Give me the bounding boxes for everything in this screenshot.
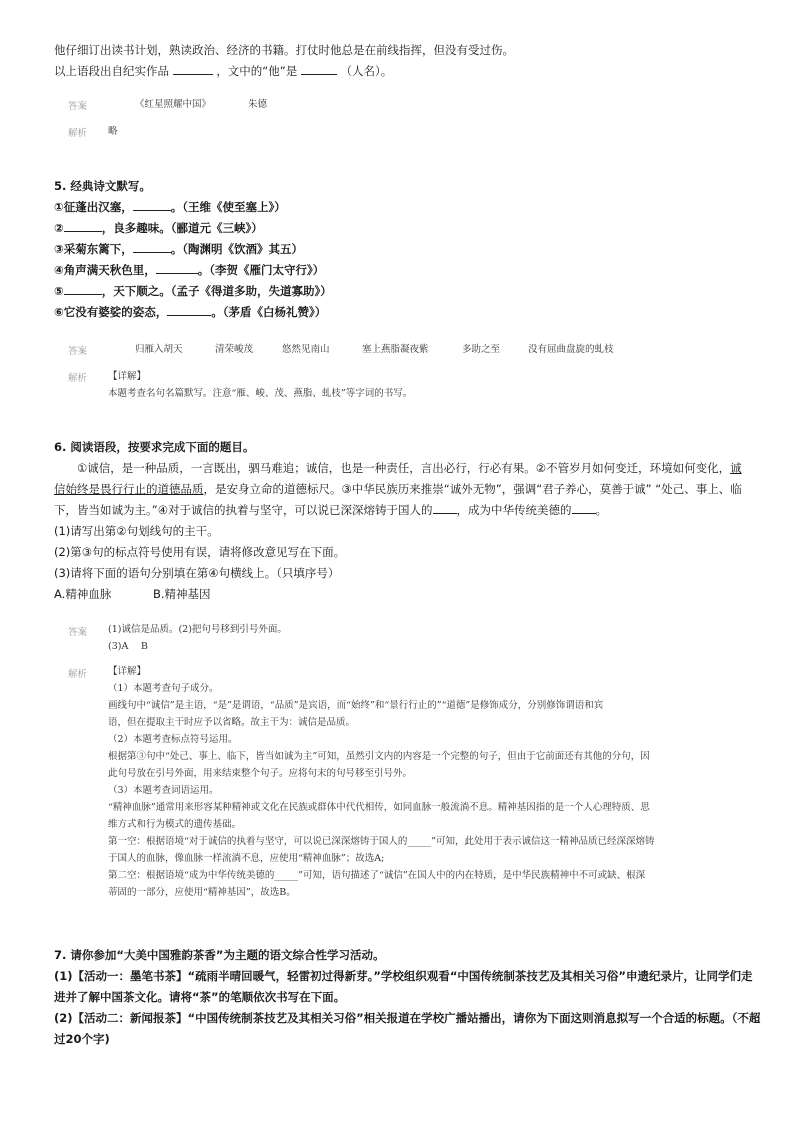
top-line-2-b: ，文中的“他”是 bbox=[216, 64, 298, 78]
q5-text: ⑤ bbox=[54, 284, 64, 298]
answer-label: 答案 bbox=[68, 627, 88, 638]
q6-passage-text: ①诚信，是一种品质，一言既出，驷马难追；诚信，也是一种责任，言出必行，行必有果。②不管岁月如何变迁，环境如何变化， bbox=[77, 461, 731, 475]
analysis-line: 蒂固的一部分，应使用“精神基因”，故选B。 bbox=[108, 887, 296, 898]
q5-answer-6: 没有屈曲盘旋的虬枝 bbox=[528, 344, 614, 355]
analysis-line: 画线句中“诚信”是主语，“是”是谓语，“品质”是宾语，而“始终”和“景行行止的”“道德”是修饰成分，分别修饰谓语和宾 bbox=[108, 700, 604, 711]
q7-part-2-line-2: 过20个字) bbox=[54, 1032, 110, 1046]
q5-line-2 bbox=[54, 218, 263, 239]
analysis-line: 【详解】 bbox=[108, 666, 147, 677]
answer-text: 《红星照耀中国》 bbox=[135, 99, 212, 110]
analysis-text: 本题考查名句名篇默写。注意“雁、峻、茂、燕脂、虬枝”等字词的书写。 bbox=[108, 388, 413, 399]
q5-text: ，天下顺之。（孟子《得道多助，失道寡助》） bbox=[101, 284, 332, 298]
q5-text: ② bbox=[54, 221, 64, 235]
q6-underlined-sentence: 诚信始终是畏行行止的道德品质 bbox=[54, 461, 742, 496]
analysis-text: 略 bbox=[108, 126, 118, 137]
q5-answer-2: 清荣峻茂 bbox=[215, 344, 254, 355]
analysis-line: 于国人的血脉，像血脉一样流淌不息，应使用“精神血脉”；故选A; bbox=[108, 853, 385, 864]
q6-passage-text: 。 bbox=[595, 503, 608, 517]
blank bbox=[156, 261, 198, 274]
top-line-2 bbox=[54, 61, 392, 82]
blank bbox=[133, 198, 171, 211]
analysis-line: （3）本题考查词语运用。 bbox=[108, 785, 219, 796]
q6-answer-2: (3)A B bbox=[108, 641, 148, 652]
question-6-title: 6. 阅读语段，按要求完成下面的题目。 bbox=[54, 440, 255, 454]
q7-part-1-line-1: (1)【活动一：墨笔书茶】“疏雨半晴回暖气，轻雷初过得新芽。”学校组织观看“中国传统制茶技艺及其相关习俗”申遗纪录片，让同学们走 bbox=[54, 969, 753, 983]
q6-passage bbox=[54, 458, 744, 521]
q6-sub-2: (2)第③句的标点符号使用有误，请将修改意见写在下面。 bbox=[54, 545, 346, 559]
q5-text: ，良多趣味。（郦道元《三峡》） bbox=[101, 221, 263, 235]
q5-answer-3: 悠然见南山 bbox=[282, 344, 330, 355]
q6-option-b: B.精神基因 bbox=[153, 587, 211, 601]
blank bbox=[64, 219, 102, 232]
analysis-line: 语，但在提取主干时应予以省略。故主干为：诚信是品质。 bbox=[108, 717, 356, 728]
q5-answer-4: 塞上燕脂凝夜紫 bbox=[362, 344, 429, 355]
q5-text: 。（茅盾《白杨礼赞》） bbox=[211, 305, 327, 319]
analysis-label: 解析 bbox=[68, 373, 88, 384]
answer-label: 答案 bbox=[68, 101, 88, 112]
blank bbox=[133, 240, 171, 253]
top-line-2-c: （人名）。 bbox=[340, 64, 393, 78]
analysis-line: 维方式和行为模式的遗传基础。 bbox=[108, 819, 242, 830]
q6-passage-text: ，成为中华传统美德的 bbox=[456, 503, 572, 517]
question-7-title: 7. 请你参加“大美中国雅韵茶香”为主题的语文综合性学习活动。 bbox=[54, 948, 385, 962]
analysis-line: 此句号放在引号外面，用来结束整个句子。应将句末的句号移至引号外。 bbox=[108, 768, 413, 779]
q5-text: ①征蓬出汉塞， bbox=[54, 200, 133, 214]
answer-label: 答案 bbox=[68, 346, 88, 357]
analysis-line: 根据第③句中“处己、事上、临下，皆当如诚为主”可知，虽然引文内的内容是一个完整的句子，但由于它前面还有其他的分句，因 bbox=[108, 751, 650, 762]
analysis-line: （2）本题考查标点符号运用。 bbox=[108, 734, 238, 745]
analysis-line: “精神血脉”通常用来形容某种精神或文化在民族或群体中代代相传，如同血脉一般流淌不息。精神基因指的是一个人心理特质、思 bbox=[108, 802, 650, 813]
q7-part-2-line-1: (2)【活动二：新闻报茶】“中国传统制茶技艺及其相关习俗”相关报道在学校广播站播出，请你为下面这则消息拟写一个合适的标题。（不超 bbox=[54, 1011, 761, 1025]
analysis-text: 【详解】 bbox=[108, 371, 147, 382]
answer-text: 朱德 bbox=[248, 99, 268, 110]
q5-text: 。（王维《使至塞上》） bbox=[170, 200, 286, 214]
q5-text: 。（陶渊明《饮酒》其五） bbox=[170, 242, 303, 256]
q6-answer-1: (1)诚信是品质。(2)把句号移到引号外面。 bbox=[108, 624, 287, 635]
q5-line-3 bbox=[54, 239, 303, 260]
blank bbox=[167, 303, 211, 316]
analysis-line: 第二空：根据语境“成为中华传统美德的_____”可知，语句描述了“诚信”在国人中的内在特质，是中华民族精神中不可或缺、根深 bbox=[108, 870, 646, 881]
q5-answer-5: 多助之至 bbox=[462, 344, 501, 355]
blank bbox=[64, 282, 102, 295]
blank bbox=[301, 62, 337, 75]
q6-sub-1: (1)请写出第②句划线句的主干。 bbox=[54, 524, 219, 538]
q5-line-6 bbox=[54, 302, 326, 323]
q7-part-1-line-2: 进并了解中国茶文化。请将“茶”的笔顺依次书写在下面。 bbox=[54, 990, 346, 1004]
top-line-1: 他仔细订出读书计划，熟读政治、经济的书籍。打仗时他总是在前线指挥，但没有受过伤。 bbox=[54, 43, 514, 57]
q6-passage-text: ，是安身立命的道德标尺。③中华民族历来推崇“诚外无物”，强调“君子养心，莫善于诚” “处己、事上、临下，皆当如诚为主。”④对于诚信的执着与坚守，可以说已深深熔铸于国人的 bbox=[54, 482, 742, 517]
q5-answer-1: 归雁入胡天 bbox=[135, 344, 183, 355]
blank bbox=[572, 501, 596, 514]
q6-sub-3: (3)请将下面的语句分别填在第④句横线上。（只填序号） bbox=[54, 566, 340, 580]
analysis-line: （1）本题考查句子成分。 bbox=[108, 683, 219, 694]
question-5-title: 5. 经典诗文默写。 bbox=[54, 179, 151, 193]
q5-text: ④角声满天秋色里， bbox=[54, 263, 156, 277]
q5-line-5 bbox=[54, 281, 332, 302]
q5-line-1 bbox=[54, 197, 286, 218]
analysis-line: 第一空：根据语境“对于诚信的执着与坚守，可以说已深深熔铸于国人的_____”可知，此处用于表示诚信这一精神品质已经深深熔铸 bbox=[108, 836, 655, 847]
top-line-2-a: 以上语段出自纪实作品 bbox=[54, 64, 169, 78]
blank bbox=[433, 501, 457, 514]
analysis-label: 解析 bbox=[68, 669, 88, 680]
q5-text: ③采菊东篱下， bbox=[54, 242, 133, 256]
q6-option-a: A.精神血脉 bbox=[54, 587, 112, 601]
q5-line-4 bbox=[54, 260, 324, 281]
q5-text: ⑥它没有婆娑的姿态， bbox=[54, 305, 168, 319]
q5-text: 。（李贺《雁门太守行》） bbox=[197, 263, 325, 277]
blank bbox=[173, 62, 213, 75]
analysis-label: 解析 bbox=[68, 128, 88, 139]
